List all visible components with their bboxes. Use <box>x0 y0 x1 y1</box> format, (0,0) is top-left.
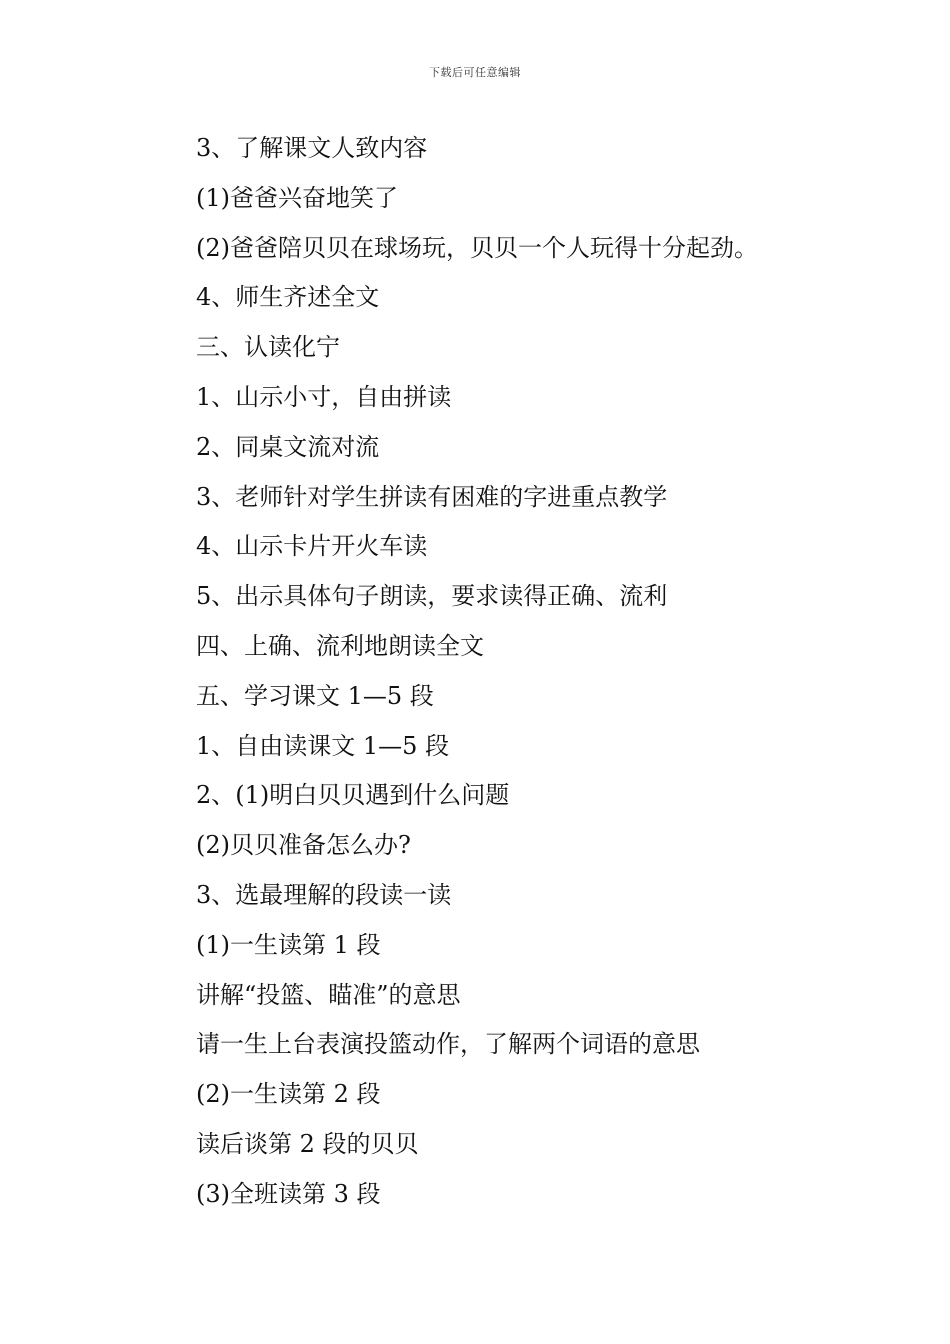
document-body <box>196 124 916 1220</box>
text-line: 4、山示卡片开火车读 <box>196 532 428 561</box>
text-line: 3、了解课文人致内容 <box>196 134 428 162</box>
text-line: 4、师生齐述全文 <box>196 283 380 312</box>
text-line: (1)爸爸兴奋地笑了 <box>196 183 398 212</box>
text-line: (2)爸爸陪贝贝在球场玩，贝贝一个人玩得十分起劲。 <box>196 233 758 262</box>
text-line: (3)全班读第 3 段 <box>196 1179 381 1208</box>
text-line: 讲解“投篮、瞄准”的意思 <box>196 980 461 1009</box>
text-line: 2、同桌文流对流 <box>196 432 380 461</box>
text-line: 3、选最理解的段读一读 <box>196 880 452 909</box>
text-line: 3、老师针对学生拼读有困难的字进重点教学 <box>196 482 668 511</box>
text-line: 读后谈第 2 段的贝贝 <box>196 1129 419 1158</box>
section-heading: 四、上确、流利地朗读全文 <box>196 631 484 660</box>
section-heading: 五、学习课文 1—5 段 <box>196 681 434 710</box>
text-line: 1、山示小寸，自由拼读 <box>196 382 452 411</box>
text-line: 请一生上台表演投篮动作，了解两个词语的意思 <box>196 1030 700 1059</box>
text-line: (2)一生读第 2 段 <box>196 1080 381 1109</box>
text-line: (1)一生读第 1 段 <box>196 930 381 959</box>
text-line: 5、出示具体句子朗读，要求读得正确、流利 <box>196 582 668 611</box>
section-heading: 三、认读化宁 <box>196 333 340 362</box>
page-header: 下载后可任意编辑 <box>429 66 521 79</box>
text-line: 2、(1)明白贝贝遇到什么问题 <box>196 781 510 810</box>
text-line: 1、自由读课文 1—5 段 <box>196 731 450 760</box>
text-line: (2)贝贝准备怎么办? <box>196 831 411 860</box>
